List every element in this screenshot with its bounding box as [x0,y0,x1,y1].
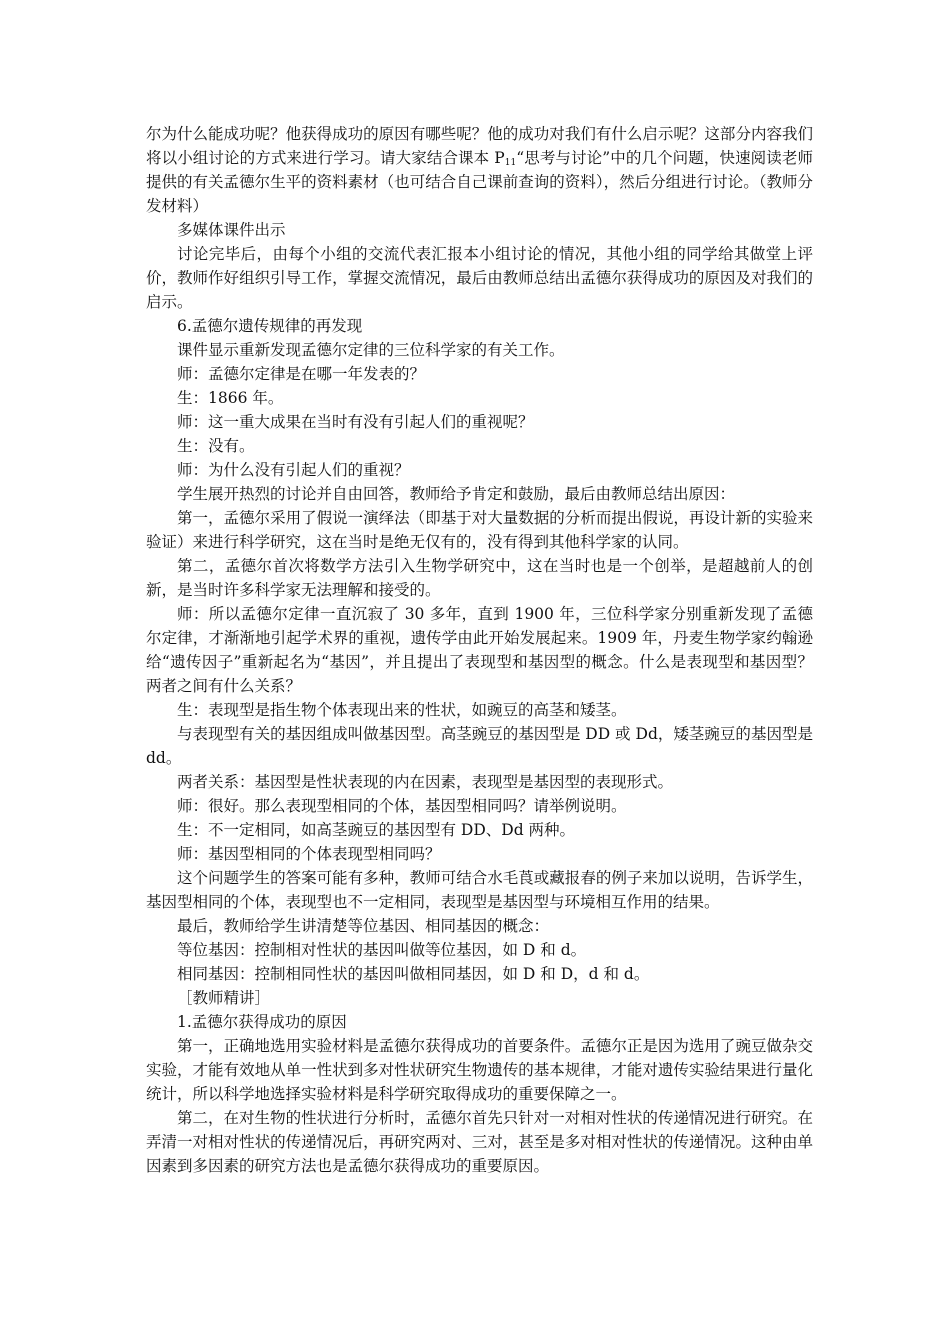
paragraph: 课件显示重新发现孟德尔定律的三位科学家的有关工作。 [177,341,565,359]
dialogue-line: 师：很好。那么表现型相同的个体，基因型相同吗？请举例说明。 [177,797,627,815]
paragraph: 这个问题学生的答案可能有多种，教师可结合水毛莨或藏报春的例子来加以说明，告诉学生，基因型相同的个体，表现型也不一定相同，表现型是基因型与环境相互作用的结果。 [146,869,813,911]
paragraph: 第一，孟德尔采用了假说一演绎法（即基于对大量数据的分析而提出假说，再设计新的实验来验证）来进行科学研究，这在当时是绝无仅有的，没有得到其他科学家的认同。 [146,509,813,551]
paragraph: 最后，教师给学生讲清楚等位基因、相同基因的概念： [177,917,550,935]
dialogue-line: 生：没有。 [177,437,255,455]
definition-line: 相同基因：控制相同性状的基因叫做相同基因，如 D 和 D，d 和 d。 [177,965,650,983]
dialogue-line: 师：孟德尔定律是在哪一年发表的？ [177,365,426,383]
paragraph: 多媒体课件出示 [177,221,286,239]
page-reference-subscript: 11 [504,158,517,168]
dialogue-line: 生：表现型是指生物个体表现出来的性状，如豌豆的高茎和矮茎。 [177,701,627,719]
dialogue-line: 生：不一定相同，如高茎豌豆的基因型有 DD、Dd 两种。 [177,821,576,839]
paragraph: 学生展开热烈的讨论并自由回答，教师给予肯定和鼓励，最后由教师总结出原因： [177,485,736,503]
paragraph: 第一，正确地选用实验材料是孟德尔获得成功的首要条件。孟德尔正是因为选用了豌豆做杂交实验，才能有效地从单一性状到多对性状研究生物遗传的基本规律，才能对遗传实验结果进行量化统计，所以科学地选择实验材料是科学研究取得成功的重要保障之一。 [146,1037,813,1103]
dialogue-line: 师：为什么没有引起人们的重视？ [177,461,410,479]
dialogue-line: 师：基因型相同的个体表现型相同吗？ [177,845,441,863]
paragraph: 第二，孟德尔首次将数学方法引入生物学研究中，这在当时也是一个创举，是超越前人的创新，是当时许多科学家无法理解和接受的。 [146,557,813,599]
paragraph: 讨论完毕后，由每个小组的交流代表汇报本小组讨论的情况，其他小组的同学给其做堂上评价，教师作好组织引导工作，掌握交流情况，最后由教师总结出孟德尔获得成功的原因及对我们的启示。 [146,245,813,311]
document-body [146,122,813,1178]
section-heading: 6.孟德尔遗传规律的再发现 [177,317,363,335]
dialogue-line: 师：这一重大成果在当时有没有引起人们的重视呢？ [177,413,534,431]
dialogue-line: 师：所以孟德尔定律一直沉寂了 30 多年，直到 1900 年，三位科学家分别重新发现了孟德尔定律，才渐渐地引起学术界的重视，遗传学由此开始发展起来。1909 年，丹麦生物学家约翰逊给“遗传因子”重新起名为“基因”，并且提出了表现型和基因型的概念。什么是表现型和基因型？两者之间有什么关系？ [146,605,813,695]
section-label: ［教师精讲］ [177,989,271,1007]
paragraph-mendel-success-intro: 尔为什么能成功呢？他获得成功的原因有哪些呢？他的成功对我们有什么启示呢？这部分内容我们将以小组讨论的方式来进行学习。请大家结合课本 $P_{11}“$思考与讨论”中的几个问题，快速阅读老师提供的有关孟德尔生平的资料素材（也可结合自己课前查询的资料），然后分组进行讨论。（教师分发材料） [146,125,813,215]
definition-line: 等位基因：控制相对性状的基因叫做等位基因，如 D 和 d。 [177,941,587,959]
paragraph: 第二，在对生物的性状进行分析时，孟德尔首先只针对一对相对性状的传递情况进行研究。在弄清一对相对性状的传递情况后，再研究两对、三对，甚至是多对相对性状的传递情况。这种由单因素到多因素的研究方法也是孟德尔获得成功的重要原因。 [146,1109,813,1175]
dialogue-line: 生：1866 年。 [177,389,284,407]
section-heading: 1.孟德尔获得成功的原因 [177,1013,347,1031]
paragraph: 与表现型有关的基因组成叫做基因型。高茎豌豆的基因型是 DD 或 Dd，矮茎豌豆的基因型是 dd。 [146,725,813,767]
paragraph: 两者关系：基因型是性状表现的内在因素，表现型是基因型的表现形式。 [177,773,674,791]
